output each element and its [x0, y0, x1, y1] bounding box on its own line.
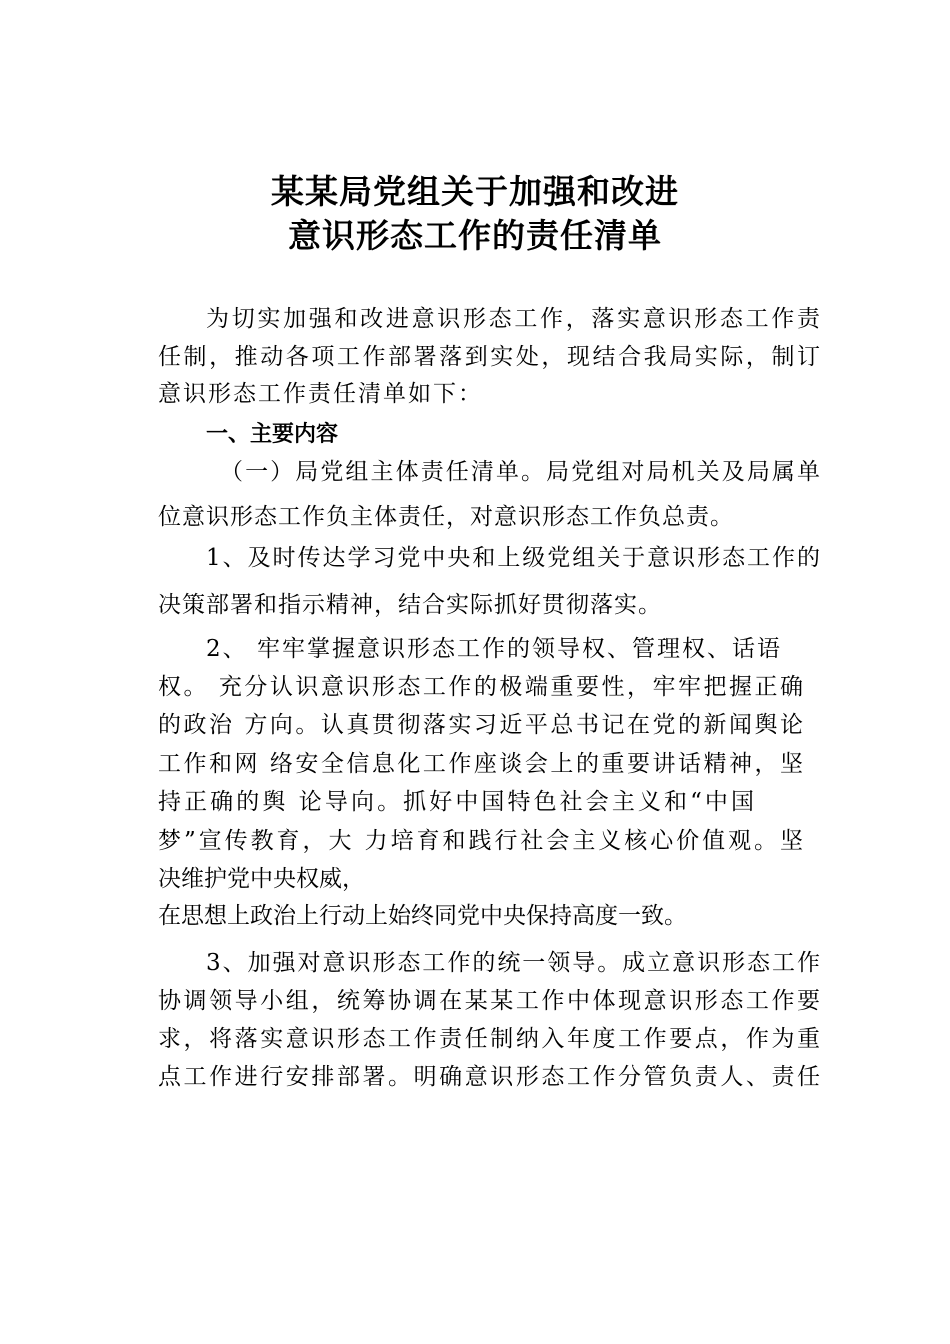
item-2-line-8: 在思想上政治上行动上始终同党中央保持高度一致。 [158, 903, 687, 929]
item-2-line-2: 权。 充分认识意识形态工作的极端重要性，牢牢把握正确 [158, 674, 803, 700]
item-2-line-5: 持正确的舆 论导向。抓好中国特色社会主义和“中国 [158, 789, 754, 815]
item-3-line-3: 求，将落实意识形态工作责任制纳入年度工作要点，作为重 [158, 1026, 820, 1052]
item-2-line-6: 梦”宣传教育，大 力培育和践行社会主义核心价值观。坚 [158, 828, 803, 854]
item-2-line-4: 工作和网 络安全信息化工作座谈会上的重要讲话精神，坚 [158, 751, 803, 777]
item-2-line-3: 的政治 方向。认真贯彻落实习近平总书记在党的新闻舆论 [158, 712, 803, 738]
intro-line-2: 任制，推动各项工作部署落到实处，现结合我局实际，制订 [158, 344, 820, 370]
intro-line-3: 意识形态工作责任清单如下： [158, 381, 483, 407]
document-title-line-1: 某某局党组关于加强和改进 [271, 172, 679, 211]
intro-line-1: 为切实加强和改进意识形态工作，落实意识形态工作责 [206, 306, 820, 332]
item-3-line-1: 3、加强对意识形态工作的统一领导。成立意识形态工作 [206, 950, 820, 976]
subsection-1-line-2: 位意识形态工作负主体责任，对意识形态工作负总责。 [158, 504, 734, 530]
subsection-1-line-1: （一）局党组主体责任清单。局党组对局机关及局属单 [220, 459, 820, 485]
item-1-line-1: 1、及时传达学习党中央和上级党组关于意识形态工作的 [206, 545, 820, 571]
item-2-line-7: 决维护党中央权威， [158, 866, 365, 892]
item-3-line-4: 点工作进行安排部署。明确意识形态工作分管负责人、责任 [158, 1064, 820, 1090]
item-1-line-2: 决策部署和指示精神，结合实际抓好贯彻落实。 [158, 592, 662, 618]
document-title-line-2: 意识形态工作的责任清单 [288, 216, 662, 255]
item-3-line-2: 协调领导小组，统筹协调在某某工作中体现意识形态工作要 [158, 988, 820, 1014]
section-heading-main-content: 一、主要内容 [206, 422, 339, 447]
item-2-line-1: 2、 牢牢掌握意识形态工作的领导权、管理权、话语 [206, 636, 780, 662]
